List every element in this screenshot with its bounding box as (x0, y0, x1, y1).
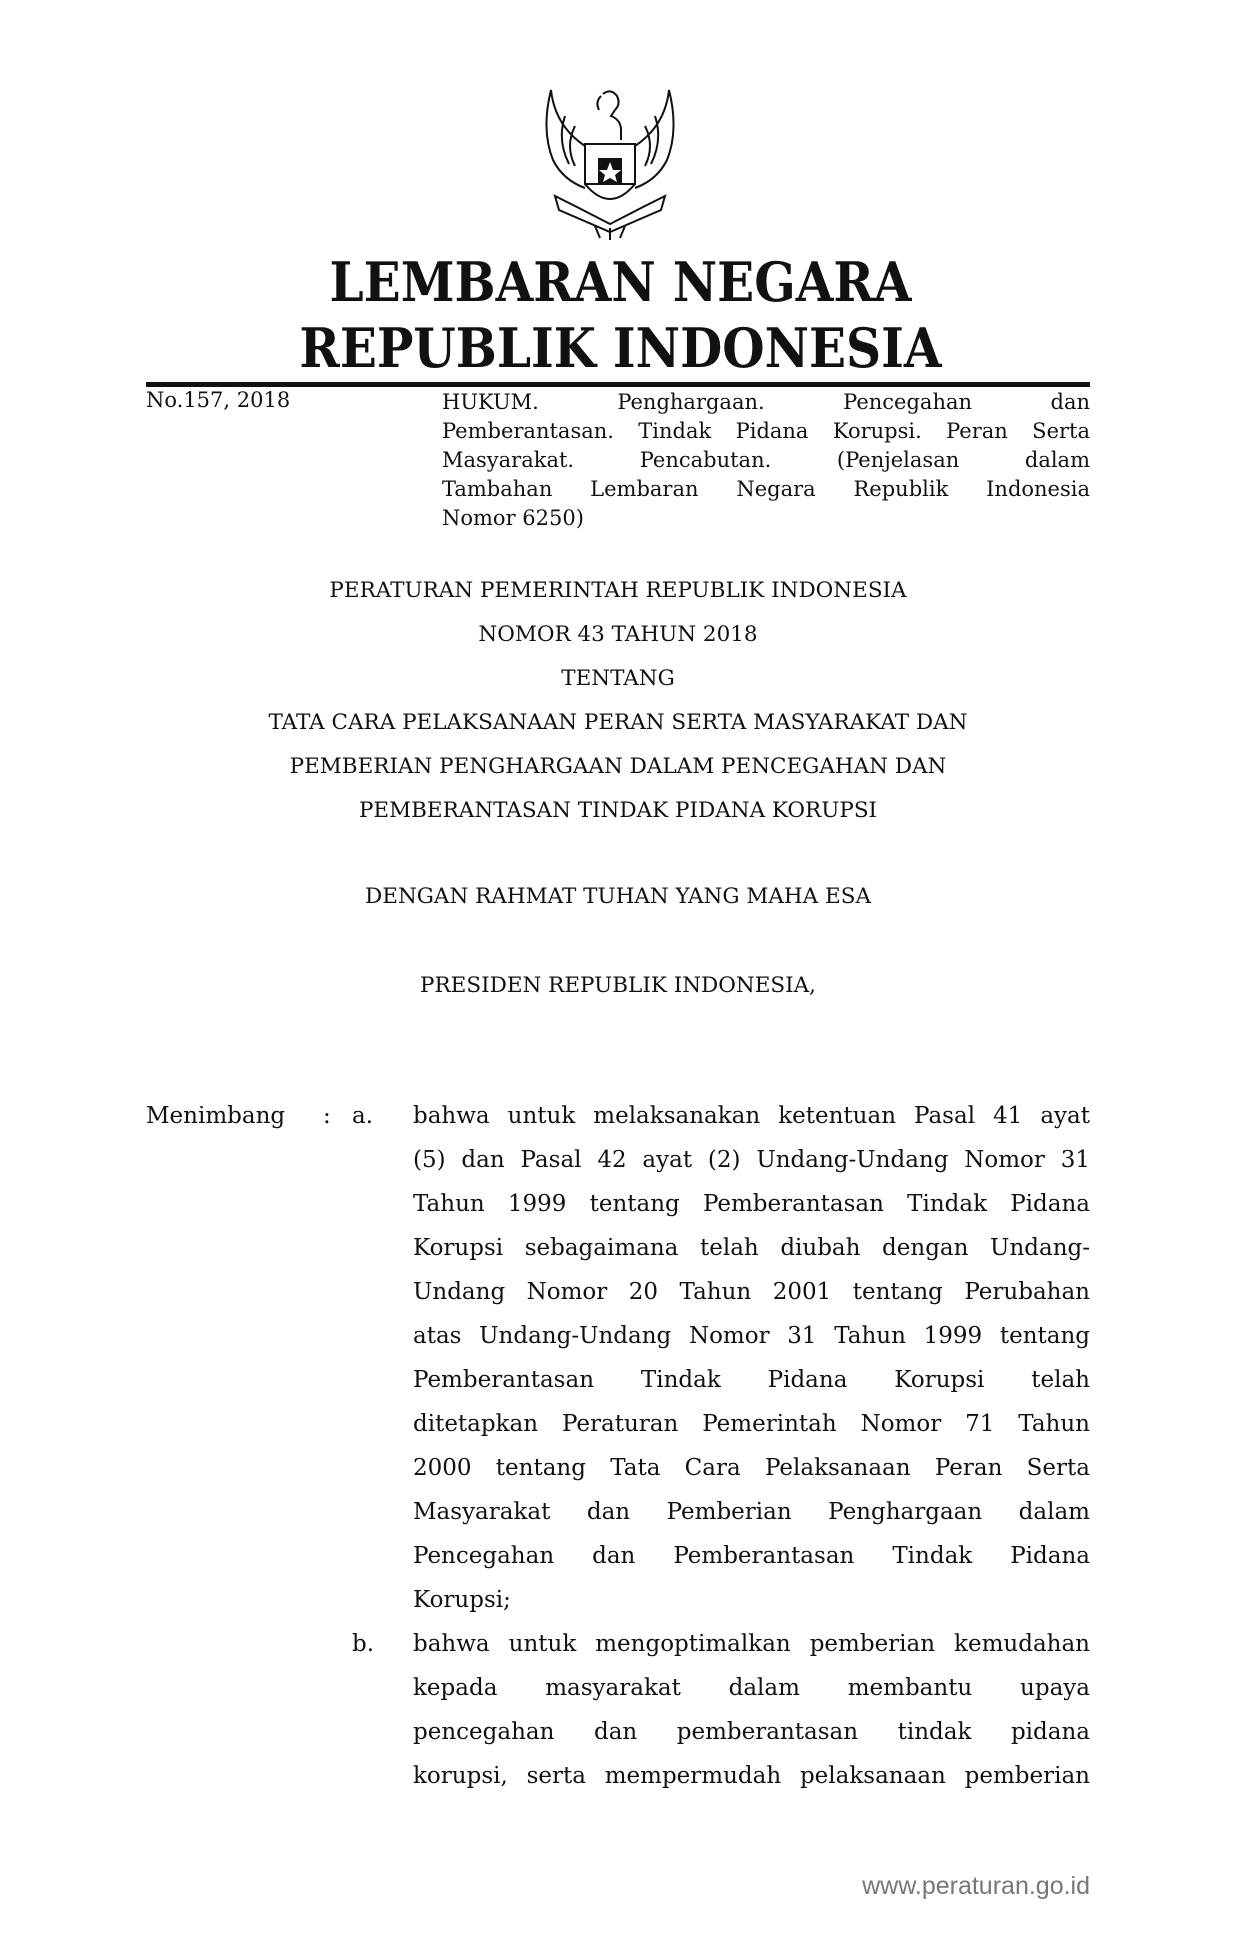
item-line: korupsi, serta mempermudah pelaksanaan pemberian (413, 1763, 1090, 1789)
item-line: Korupsi sebagaimana telah diubah dengan Undang- (413, 1235, 1090, 1261)
item-line: Pencegahan dan Pemberantasan Tindak Pidana (413, 1543, 1090, 1569)
regulation-heading: PERATURAN PEMERINTAH REPUBLIK INDONESIA (329, 578, 907, 603)
regulation-about: TENTANG (561, 666, 675, 691)
item-line: bahwa untuk mengoptimalkan pemberian kemudahan (413, 1631, 1090, 1657)
item-line: Korupsi; (413, 1587, 511, 1613)
item-line: bahwa untuk melaksanakan ketentuan Pasal 41 ayat (413, 1103, 1090, 1129)
issuer: PRESIDEN REPUBLIK INDONESIA, (420, 973, 816, 998)
item-line: atas Undang-Undang Nomor 31 Tahun 1999 tentang (413, 1323, 1090, 1349)
invocation: DENGAN RAHMAT TUHAN YANG MAHA ESA (365, 884, 871, 909)
regulation-subject-line: PEMBERIAN PENGHARGAAN DALAM PENCEGAHAN DAN (289, 754, 947, 779)
garuda-emblem-icon (535, 86, 685, 241)
item-line: ditetapkan Peraturan Pemerintah Nomor 71 Tahun (413, 1411, 1090, 1437)
item-marker-a: a. (352, 1103, 374, 1129)
description-line: Tambahan Lembaran Negara Republik Indonesia (442, 477, 1090, 501)
considering-item-b (413, 1622, 1090, 1798)
gazette-description (442, 388, 1090, 533)
header-divider (146, 382, 1090, 387)
regulation-number: NOMOR 43 TAHUN 2018 (478, 622, 758, 647)
gazette-number: No.157, 2018 (146, 388, 291, 412)
item-line: (5) dan Pasal 42 ayat (2) Undang-Undang Nomor 31 (413, 1147, 1090, 1173)
description-line: Pemberantasan. Tindak Pidana Korupsi. Peran Serta (442, 419, 1090, 443)
website-footer: www.peraturan.go.id (862, 1872, 1090, 1900)
gazette-title-line-2: REPUBLIK INDONESIA (299, 316, 942, 380)
item-line: 2000 tentang Tata Cara Pelaksanaan Peran Serta (413, 1455, 1090, 1481)
considering-label: Menimbang (146, 1103, 286, 1129)
item-line: pencegahan dan pemberantasan tindak pidana (413, 1719, 1090, 1745)
item-line: Undang Nomor 20 Tahun 2001 tentang Perubahan (413, 1279, 1090, 1305)
description-line: Masyarakat. Pencabutan. (Penjelasan dalam (442, 448, 1090, 472)
gazette-title-line-1: LEMBARAN NEGARA (329, 250, 912, 314)
regulation-subject-line: TATA CARA PELAKSANAAN PERAN SERTA MASYARAKAT DAN (268, 710, 968, 735)
item-line: Masyarakat dan Pemberian Penghargaan dalam (413, 1499, 1090, 1525)
item-marker-b: b. (352, 1631, 375, 1657)
considering-colon: : (323, 1103, 331, 1129)
considering-item-a (413, 1094, 1090, 1622)
description-line: HUKUM. Penghargaan. Pencegahan dan (442, 390, 1090, 414)
regulation-subject-line: PEMBERANTASAN TINDAK PIDANA KORUPSI (358, 798, 878, 823)
item-line: Tahun 1999 tentang Pemberantasan Tindak Pidana (413, 1191, 1090, 1217)
item-line: kepada masyarakat dalam membantu upaya (413, 1675, 1090, 1701)
description-line: Nomor 6250) (442, 506, 584, 530)
item-line: Pemberantasan Tindak Pidana Korupsi telah (413, 1367, 1090, 1393)
